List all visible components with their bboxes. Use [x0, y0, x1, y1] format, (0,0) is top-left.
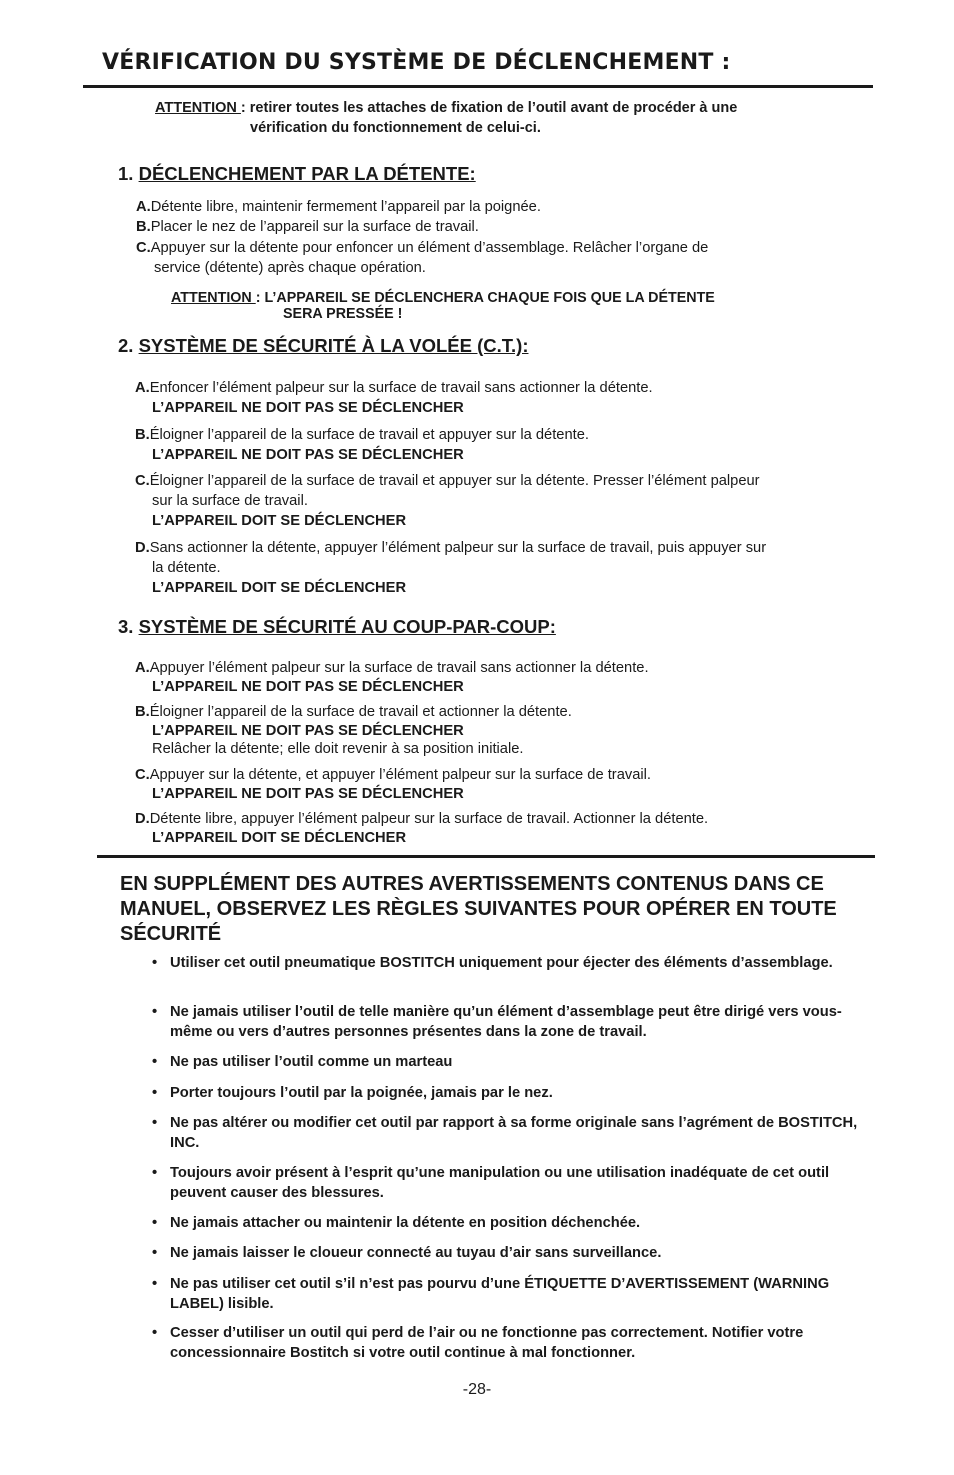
list-item — [152, 1275, 864, 1314]
item-result: L’APPAREIL DOIT SE DÉCLENCHER — [152, 513, 407, 529]
bullet: • — [152, 1004, 158, 1020]
item-extra: Relâcher la détente; elle doit revenir à sa position initiale. — [152, 741, 524, 757]
bullet: • — [152, 1165, 158, 1181]
item-text: Détente libre, appuyer l’élément palpeur sur la surface de travail. Actionner la détente. — [149, 811, 709, 827]
list-item — [136, 238, 856, 278]
item-letter: D. — [135, 811, 150, 827]
list-item — [152, 1084, 864, 1104]
list-item — [135, 378, 870, 418]
section-title: SYSTÈME DE SÉCURITÉ À LA VOLÉE (C.T.): — [138, 335, 529, 356]
item-text: Appuyer l’élément palpeur sur la surface de travail sans actionner la détente. — [149, 660, 649, 676]
item-text-cont: la détente. — [152, 560, 221, 576]
list-item — [135, 765, 870, 803]
attention-text: : retirer toutes les attaches de fixation de l’outil avant de procéder à une — [240, 100, 738, 116]
bullet-text: Utiliser cet outil pneumatique BOSTITCH uniquement pour éjecter des éléments d’assemblage. — [170, 955, 833, 971]
section-number: 1. — [118, 163, 139, 184]
item-text: Enfoncer l’élément palpeur sur la surface de travail sans actionner la détente. — [149, 380, 653, 396]
item-text: Éloigner l’appareil de la surface de travail et appuyer sur la détente. — [149, 427, 589, 443]
bullet-text: Ne jamais utiliser l’outil de telle manière qu’un élément d’assemblage peut être dirigé vers vous-même ou vers d’autres personnes présentes dans la zone de travail. — [170, 1004, 842, 1040]
bullet-text: Ne jamais laisser le cloueur connecté au tuyau d’air sans surveillance. — [170, 1245, 662, 1261]
list-item — [135, 658, 870, 696]
item-text: Éloigner l’appareil de la surface de travail et actionner la détente. — [149, 704, 572, 720]
bullet-text: Ne pas altérer ou modifier cet outil par rapport à sa forme originale sans l’agrément de BOSTITCH, INC. — [170, 1115, 858, 1151]
section-3-heading — [118, 616, 556, 638]
bullet: • — [152, 1276, 158, 1292]
section-divider — [97, 855, 875, 858]
bullet-text: Cesser d’utiliser un outil qui perd de l’air ou ne fonctionne pas correctement. Notifier votre concessionnaire Bostitch si votre outil continue à mal fonctionner. — [170, 1325, 804, 1361]
bullet: • — [152, 1115, 158, 1131]
item-result: L’APPAREIL NE DOIT PAS SE DÉCLENCHER — [152, 786, 464, 802]
attention-text-2: SERA PRESSÉE ! — [283, 306, 403, 322]
item-letter: D. — [135, 540, 150, 556]
list-item — [152, 954, 864, 974]
section-number: 3. — [118, 616, 139, 637]
item-letter: A. — [135, 380, 150, 396]
bullet: • — [152, 1054, 158, 1070]
item-result: L’APPAREIL DOIT SE DÉCLENCHER — [152, 830, 407, 846]
attention-note — [171, 290, 871, 322]
safety-heading: EN SUPPLÉMENT DES AUTRES AVERTISSEMENTS CONTENUS DANS CE MANUEL, OBSERVEZ LES RÈGLES SUIVANTES POUR OPÉRER EN TOUTE SÉCURITÉ — [120, 873, 837, 945]
list-item — [152, 1053, 864, 1073]
page-title: VÉRIFICATION DU SYSTÈME DE DÉCLENCHEMENT : — [102, 50, 731, 75]
section-number: 2. — [118, 335, 139, 356]
list-item — [135, 809, 870, 847]
item-letter: A. — [136, 199, 151, 215]
list-item — [152, 1114, 864, 1153]
title-rule — [83, 85, 873, 88]
section-1-heading — [118, 163, 476, 185]
bullet-text: Toujours avoir présent à l’esprit qu’une manipulation ou une utilisation inadéquate de cet outil peuvent causer des blessures. — [170, 1165, 830, 1201]
item-text: Détente libre, maintenir fermement l’appareil par la poignée. — [150, 199, 541, 215]
item-result: L’APPAREIL NE DOIT PAS SE DÉCLENCHER — [152, 723, 464, 739]
item-result: L’APPAREIL DOIT SE DÉCLENCHER — [152, 580, 407, 596]
item-text-cont: service (détente) après chaque opération. — [154, 260, 426, 276]
item-letter: C. — [135, 767, 150, 783]
item-letter: B. — [136, 219, 151, 235]
item-text: Éloigner l’appareil de la surface de travail et appuyer sur la détente. Presser l’élément palpeur — [149, 473, 760, 489]
attention-text-2: vérification du fonctionnement de celui-ci. — [250, 120, 541, 136]
item-letter: C. — [136, 240, 151, 256]
item-text-cont: sur la surface de travail. — [152, 493, 308, 509]
bullet: • — [152, 1325, 158, 1341]
list-item — [136, 197, 856, 217]
page-number: -28- — [462, 1381, 492, 1398]
list-item — [152, 1164, 864, 1203]
list-item — [152, 1324, 864, 1363]
item-text: Appuyer sur la détente pour enfoncer un élément d’assemblage. Relâcher l’organe de — [150, 240, 709, 256]
list-item — [135, 471, 870, 531]
bullet-text: Ne pas utiliser cet outil s’il n’est pas pourvu d’une ÉTIQUETTE D’AVERTISSEMENT (WARNING LABEL) lisible. — [170, 1276, 830, 1312]
bullet: • — [152, 1215, 158, 1231]
item-letter: B. — [135, 427, 150, 443]
section-title: DÉCLENCHEMENT PAR LA DÉTENTE: — [138, 163, 476, 184]
attention-text: : L’APPAREIL SE DÉCLENCHERA CHAQUE FOIS QUE LA DÉTENTE — [255, 290, 715, 306]
bullet-text: Ne pas utiliser l’outil comme un marteau — [170, 1054, 453, 1070]
list-item — [136, 217, 856, 237]
item-text: Placer le nez de l’appareil sur la surface de travail. — [150, 219, 479, 235]
bullet: • — [152, 1245, 158, 1261]
list-item — [135, 702, 870, 759]
item-letter: C. — [135, 473, 150, 489]
bullet-text: Porter toujours l’outil par la poignée, jamais par le nez. — [170, 1085, 553, 1101]
section-title: SYSTÈME DE SÉCURITÉ AU COUP-PAR-COUP: — [138, 616, 556, 637]
bullet: • — [152, 1085, 158, 1101]
list-item — [152, 1244, 864, 1264]
bullet-text: Ne jamais attacher ou maintenir la détente en position déchenchée. — [170, 1215, 641, 1231]
attention-note — [155, 98, 865, 138]
item-letter: B. — [135, 704, 150, 720]
list-item — [135, 538, 870, 598]
list-item — [152, 1214, 864, 1234]
item-result: L’APPAREIL NE DOIT PAS SE DÉCLENCHER — [152, 679, 464, 695]
list-item — [135, 425, 870, 465]
item-letter: A. — [135, 660, 150, 676]
item-text: Sans actionner la détente, appuyer l’élément palpeur sur la surface de travail, puis appuyer sur — [149, 540, 767, 556]
item-text: Appuyer sur la détente, et appuyer l’élément palpeur sur la surface de travail. — [149, 767, 651, 783]
attention-label: ATTENTION — [155, 100, 241, 116]
list-item — [152, 1003, 864, 1042]
section-2-heading — [118, 335, 528, 357]
item-result: L’APPAREIL NE DOIT PAS SE DÉCLENCHER — [152, 447, 464, 463]
item-result: L’APPAREIL NE DOIT PAS SE DÉCLENCHER — [152, 400, 464, 416]
bullet: • — [152, 955, 158, 971]
attention-label: ATTENTION — [171, 290, 256, 306]
